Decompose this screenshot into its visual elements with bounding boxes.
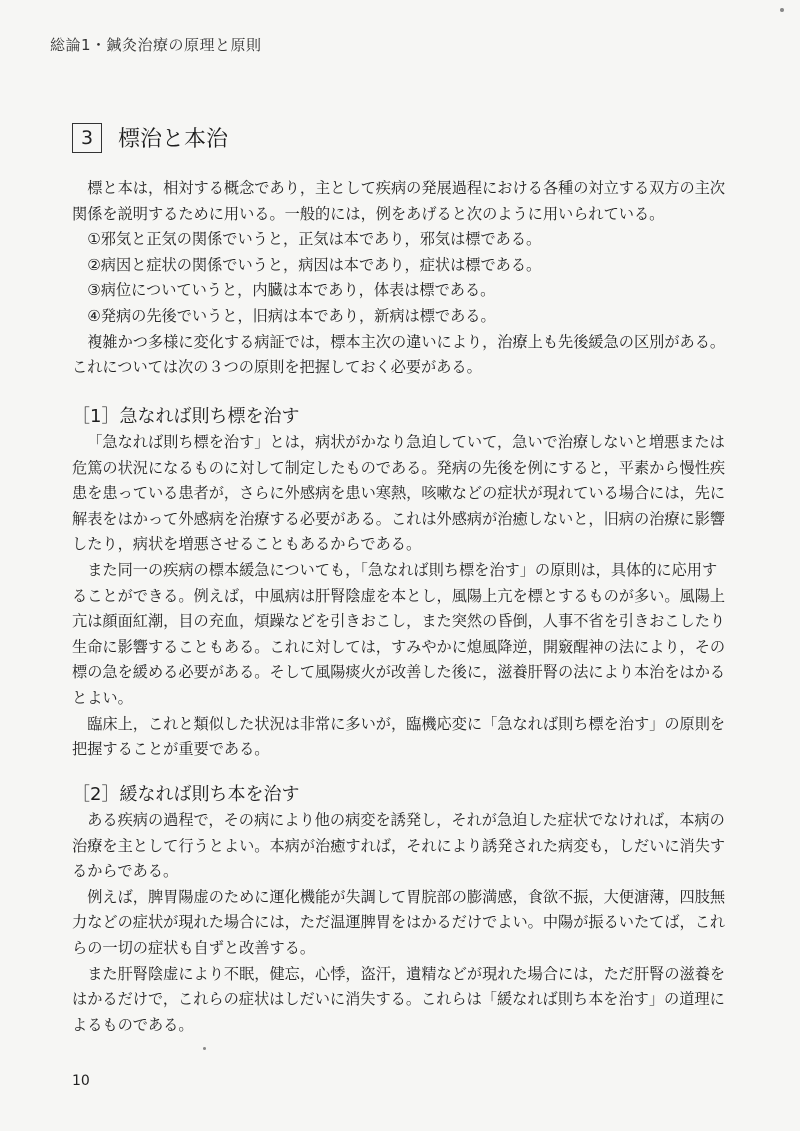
- subsection-2-body: [72, 808, 728, 1038]
- intro-block: [72, 176, 728, 381]
- subsection-2-paragraph-2: 例えば，脾胃陽虚のために運化機能が失調して胃脘部の膨満感，食欲不振，大便溏薄，四肢無力などの症状が現れた場合には，ただ温運脾胃をはかるだけでよい。中陽が振るいたてば，これらの一切の症状も自ずと改善する。: [72, 887, 726, 957]
- subsection-1-paragraph-2: また同一の疾病の標本緩急についても，「急なれば則ち標を治す」の原則は，具体的に応用することができる。例えば，中風病は肝腎陰虚を本とし，風陽上亢を標とするものが多い。風陽上亢は顔面紅潮，目の充血，煩躁などを引きおこし，また突然の昏倒，人事不省を引きおこしたり生命に影響することもある。これに対しては，すみやかに熄風降逆，開竅醒神の法により，その標の急を緩める必要がある。そして風陽痰火が改善した後に，滋養肝腎の法により本治をはかるとよい。: [72, 560, 726, 707]
- subsection-2-paragraph-1: ある疾病の過程で，その病により他の病変を誘発し，それが急迫した症状でなければ，本病の治療を主として行うとよい。本病が治癒すれば，それにより誘発された病変も，しだいに消失するからである。: [72, 811, 726, 881]
- subsection-1-paragraph-1: 「急なれば則ち標を治す」とは，病状がかなり急迫していて，急いで治療しないと増悪または危篤の状況になるものに対して制定したものである。発病の先後を例にすると，平素から慢性疾患を患っている患者が，さらに外感病を患い寒熱，咳嗽などの症状が現れている場合には，先に解表をはかって外感病を治療する必要がある。これは外感病が治癒しないと，旧病の治療に影響したり，病状を増悪させることもあるからである。: [72, 433, 726, 554]
- subsection-1-heading: ［1］急なれば則ち標を治す: [72, 406, 300, 427]
- subsection-2-heading: ［2］緩なれば則ち本を治す: [72, 784, 300, 805]
- intro-list-item-4: ④発病の先後でいうと，旧病は本であり，新病は標である。: [87, 306, 496, 325]
- section-title: 標治と本治: [118, 127, 229, 152]
- intro-list-item-2: ②病因と症状の関係でいうと，病因は本であり，症状は標である。: [87, 255, 542, 274]
- intro-paragraph-1: 標と本は，相対する概念であり，主として疾病の発展過程における各種の対立する双方の主次関係を説明するために用いる。一般的には，例をあげると次のように用いられている。: [72, 179, 726, 223]
- subsection-1-paragraph-3: 臨床上，これと類似した状況は非常に多いが，臨機応変に「急なれば則ち標を治す」の原則を把握することが重要である。: [72, 714, 726, 759]
- subsection-1-body: [72, 430, 728, 763]
- intro-list-item-3: ③病位についていうと，内臓は本であり，体表は標である。: [87, 281, 496, 300]
- subsection-2-paragraph-3: また肝腎陰虚により不眠，健忘，心悸，盗汗，遺精などが現れた場合には，ただ肝腎の滋養をはかるだけで，これらの症状はしだいに消失する。これらは「緩なれば則ち本を治す」の道理によるものである。: [72, 964, 726, 1034]
- section-heading: [72, 122, 228, 153]
- stray-mark: [203, 1047, 206, 1050]
- section-number-box: 3: [72, 123, 102, 153]
- corner-mark: [780, 8, 784, 12]
- page-number: 10: [72, 1073, 90, 1089]
- running-head: 総論1・鍼灸治療の原理と原則: [50, 36, 262, 54]
- intro-paragraph-2: 複雑かつ多様に変化する病証では，標本主次の違いにより，治療上も先後緩急の区別がある。これについては次の３つの原則を把握しておく必要がある。: [72, 332, 726, 377]
- intro-list-item-1: ①邪気と正気の関係でいうと，正気は本であり，邪気は標である。: [87, 230, 542, 249]
